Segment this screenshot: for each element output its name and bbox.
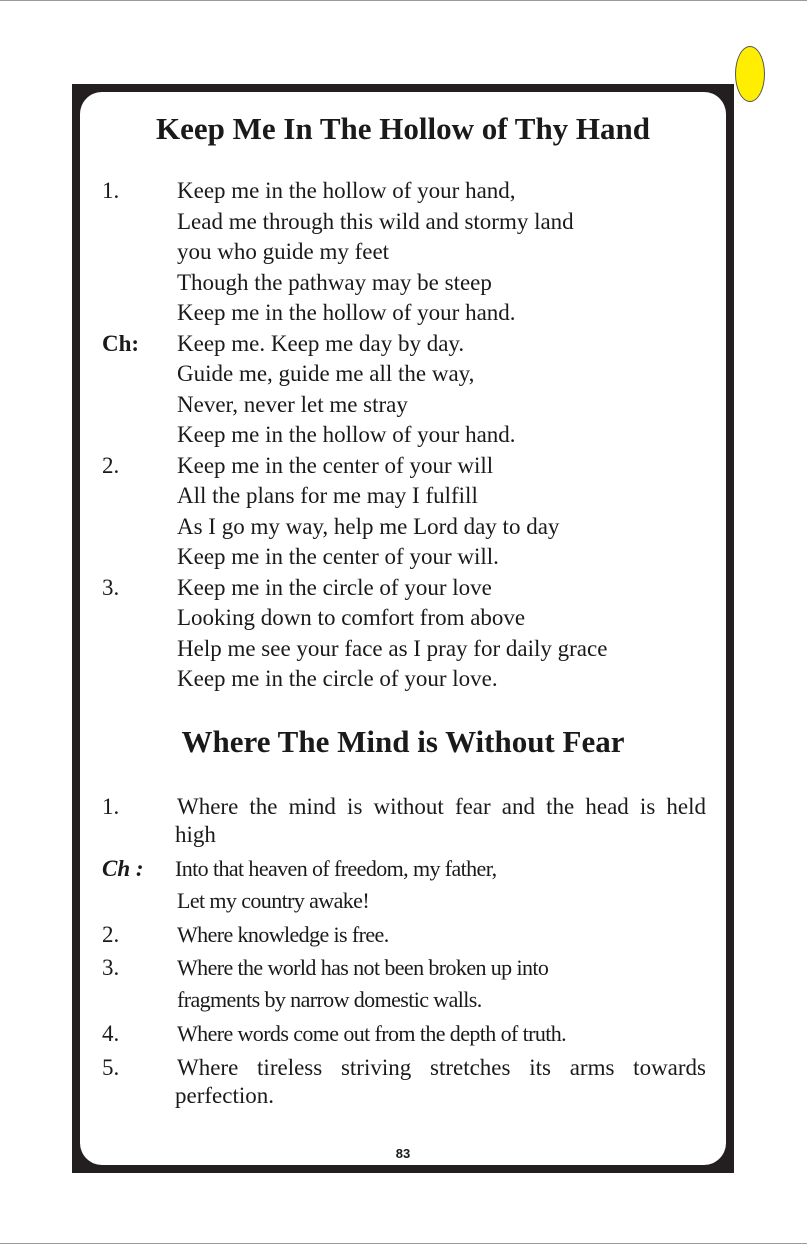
song1-line-13: Keep me in the center of your will. — [177, 544, 499, 569]
song2-line-2: high — [175, 822, 216, 847]
song1-verse1-number: 1. — [102, 178, 120, 203]
song2-line-8: Where words come out from the depth of truth. — [177, 1021, 567, 1046]
song2-verse2-number: 2. — [102, 922, 120, 947]
song1-line-12: As I go my way, help me Lord day to day — [177, 514, 560, 539]
song2-line-4: Let my country awake! — [177, 888, 370, 913]
song1-line-9: Keep me in the hollow of your hand. — [177, 422, 516, 447]
song1-line-11: All the plans for me may I fulfill — [177, 483, 478, 508]
yellow-tab-marker — [735, 46, 765, 102]
song2-verse4-number: 4. — [102, 1021, 120, 1046]
song2-title: Where The Mind is Without Fear — [181, 724, 625, 759]
song1-line-17: Keep me in the circle of your love. — [177, 666, 498, 691]
song2-verse5-number: 5. — [102, 1055, 120, 1080]
song1-line-10: Keep me in the center of your will — [177, 453, 494, 478]
song1-chorus-label: Ch: — [102, 331, 140, 356]
song2-line-6: Where the world has not been broken up into — [177, 955, 549, 980]
song2-verse3-number: 3. — [102, 955, 120, 980]
song1-title: Keep Me In The Hollow of Thy Hand — [155, 111, 651, 146]
bottom-rule — [0, 1243, 807, 1244]
song1-line-14: Keep me in the circle of your love — [177, 575, 492, 600]
song1-verse2-number: 2. — [102, 453, 120, 478]
song1-line-6: Keep me. Keep me day by day. — [177, 331, 465, 356]
page-number: 83 — [395, 1146, 411, 1161]
song2-line-10: perfection. — [175, 1083, 274, 1108]
song2-verse1-number: 1. — [102, 794, 120, 819]
song1-line-8: Never, never let me stray — [177, 392, 408, 417]
song1-line-3: you who guide my feet — [177, 239, 390, 264]
song1-line-2: Lead me through this wild and stormy land — [177, 209, 574, 234]
song2-line-5: Where knowledge is free. — [177, 922, 389, 947]
song1-line-1: Keep me in the hollow of your hand, — [177, 178, 516, 203]
song2-line-7: fragments by narrow domestic walls. — [177, 987, 482, 1012]
song1-line-15: Looking down to comfort from above — [177, 605, 526, 630]
song1-line-7: Guide me, guide me all the way, — [177, 361, 475, 386]
song1-line-5: Keep me in the hollow of your hand. — [177, 300, 516, 325]
song1-line-16: Help me see your face as I pray for daily grace — [177, 636, 608, 661]
song2-chorus-label: Ch : — [102, 856, 144, 881]
song1-verse3-number: 3. — [102, 575, 120, 600]
song2-line-1: Where the mind is without fear and the head is held — [177, 794, 706, 819]
song2-line-9: Where tireless striving stretches its arms towards — [177, 1055, 706, 1080]
song1-line-4: Though the pathway may be steep — [177, 270, 492, 295]
top-rule — [0, 0, 807, 1]
song2-line-3: Into that heaven of freedom, my father, — [175, 856, 497, 881]
